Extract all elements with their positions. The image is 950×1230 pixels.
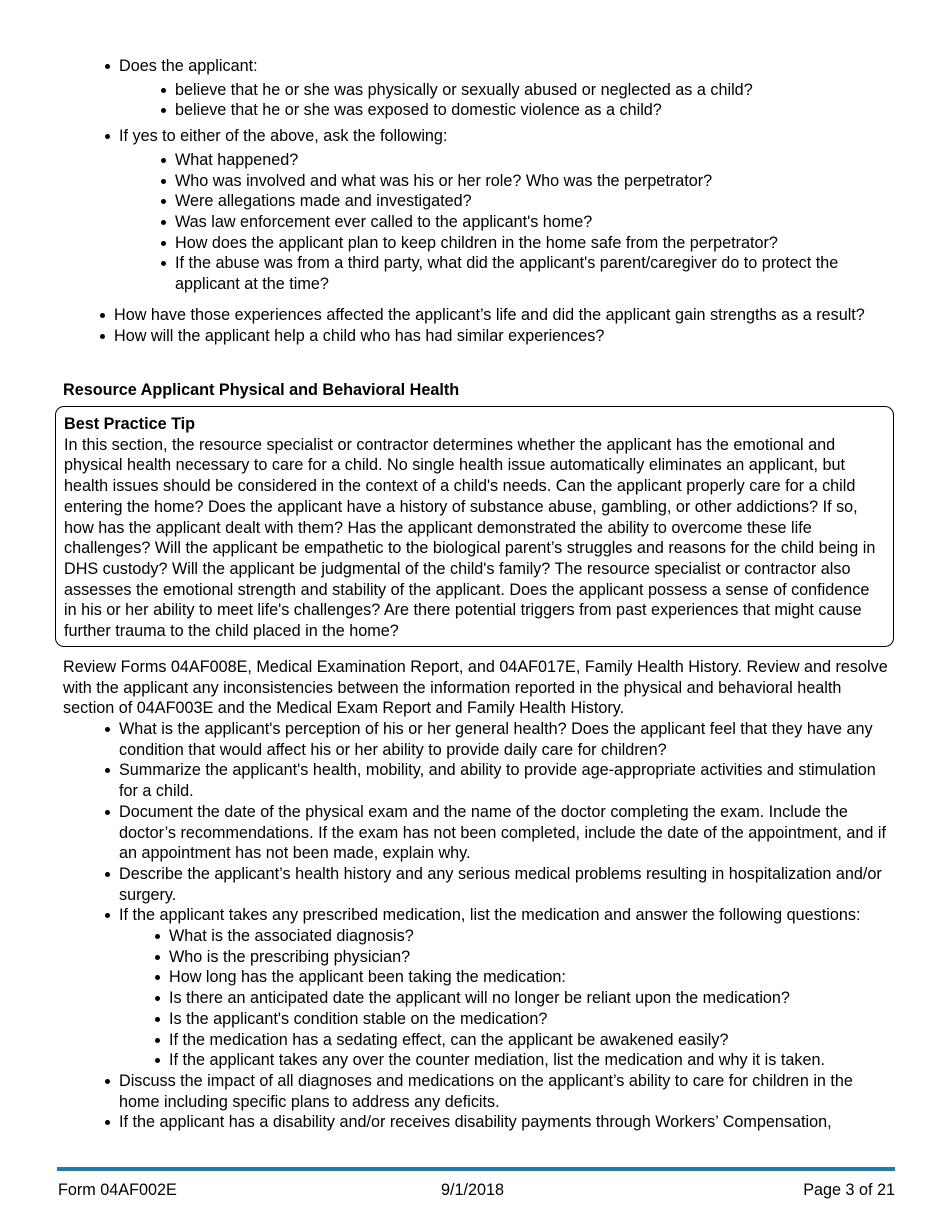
tip-body: In this section, the resource specialist or contractor determines whether the applicant has the emotional and physical health necessary to care for a child. No single health issue automatically eliminates an applicant, but health issues should be considered in the context of a child's needs. Can the applicant properly care for a child entering the home? Does the applicant have a history of substance abuse, gambling, or other addictions? If so, how has the applicant dealt with them? Has the applicant demonstrated the ability to overcome these life challenges? Will the applicant be empathetic to the biological parent’s struggles and reasons for the child being in DHS custody? Will the applicant be judgmental of the child's family? The resource specialist or contractor also assesses the emotional strength and stability of the applicant. Does the applicant possess a sense of confidence in his or her ability to meet life's challenges? Are there potential triggers from past experiences that might cause further trauma to the child placed in the home? <box>64 435 876 641</box>
medication-questions-list <box>169 926 894 1071</box>
list-item: Is there an anticipated date the applicant will no longer be reliant upon the medication? <box>169 988 894 1009</box>
list-item: If the medication has a sedating effect, can the applicant be awakened easily? <box>169 1030 894 1051</box>
list-item: How does the applicant plan to keep children in the home safe from the perpetrator? <box>175 233 899 254</box>
list-item: If yes to either of the above, ask the following: What happened? Who was involved and what was his or her role? Who was the perpetrator? Were allegations made and investigated? Was law enforcement ever called to the applicant's home? How does the applicant plan to keep children in the home safe from the perpetrator? If the abuse was from a third party, what did the applicant's parent/caregiver do to protect the applicant at the time? <box>119 126 899 295</box>
list-item: How will the applicant help a child who has had similar experiences? <box>114 326 894 347</box>
tip-title: Best Practice Tip <box>64 415 196 433</box>
list-item: What happened? <box>175 150 899 171</box>
list-item: Document the date of the physical exam and the name of the doctor completing the exam. Include the doctor’s recommendations. If the exam has not been completed, include the date of the appointment, and if an appointment has not been made, explain why. <box>119 802 894 864</box>
list-item: Were allegations made and investigated? <box>175 191 899 212</box>
health-questions-list <box>119 719 894 1133</box>
list-item: Who was involved and what was his or her role? Who was the perpetrator? <box>175 171 899 192</box>
footer-page-number: Page 3 of 21 <box>803 1181 895 1199</box>
list-item: How have those experiences affected the applicant’s life and did the applicant gain strengths as a result? <box>114 305 894 326</box>
sub-list <box>175 80 899 121</box>
abuse-history-list <box>119 56 899 299</box>
list-item: If the applicant takes any prescribed medication, list the medication and answer the following questions: What is the associated diagnosis? Who is the prescribing physician? How long has the applicant been taking the medication: Is there an anticipated date the applicant will no longer be reliant upon the medication? Is the applicant's condition stable on the medication? If the medication has a sedating effect, can the applicant be awakened easily? If the applicant takes any over the counter mediation, list the medication and why it is taken. <box>119 905 894 1071</box>
list-item: Does the applicant: believe that he or she was physically or sexually abused or neglected as a child? believe that he or she was exposed to domestic violence as a child? <box>119 56 899 121</box>
footer-rule <box>57 1167 895 1171</box>
list-item: Who is the prescribing physician? <box>169 947 894 968</box>
list-item: If the applicant has a disability and/or receives disability payments through Workers’ Compensation, <box>119 1112 894 1133</box>
list-item: Discuss the impact of all diagnoses and medications on the applicant’s ability to care for children in the home including specific plans to address any deficits. <box>119 1071 894 1112</box>
section-heading: Resource Applicant Physical and Behavioral Health <box>63 381 460 399</box>
list-item: Was law enforcement ever called to the applicant's home? <box>175 212 899 233</box>
list-item: What is the associated diagnosis? <box>169 926 894 947</box>
footer-form-number: Form 04AF002E <box>58 1181 177 1199</box>
list-item: If the applicant takes any over the counter mediation, list the medication and why it is taken. <box>169 1050 894 1071</box>
list-item: How long has the applicant been taking the medication: <box>169 967 894 988</box>
best-practice-tip-box <box>55 406 894 647</box>
list-item: What is the applicant's perception of his or her general health? Does the applicant feel that they have any condition that would affect his or her ability to provide daily care for children? <box>119 719 894 760</box>
list-item: believe that he or she was exposed to domestic violence as a child? <box>175 100 899 121</box>
footer-date: 9/1/2018 <box>441 1181 505 1199</box>
list-item: Describe the applicant’s health history and any serious medical problems resulting in hospitalization and/or surgery. <box>119 864 894 905</box>
list-item: If the abuse was from a third party, what did the applicant's parent/caregiver do to protect the applicant at the time? <box>175 253 899 294</box>
list-item: Summarize the applicant's health, mobility, and ability to provide age-appropriate activities and stimulation for a child. <box>119 760 894 801</box>
review-paragraph: Review Forms 04AF008E, Medical Examination Report, and 04AF017E, Family Health History. Review and resolve with the applicant any inconsistencies between the information reported in the physical and behavioral health section of 04AF003E and the Medical Exam Report and Family Health History. <box>63 658 888 718</box>
sub-list <box>175 150 899 295</box>
experiences-list <box>114 305 894 346</box>
list-item: believe that he or she was physically or sexually abused or neglected as a child? <box>175 80 899 101</box>
list-item: Is the applicant's condition stable on the medication? <box>169 1009 894 1030</box>
